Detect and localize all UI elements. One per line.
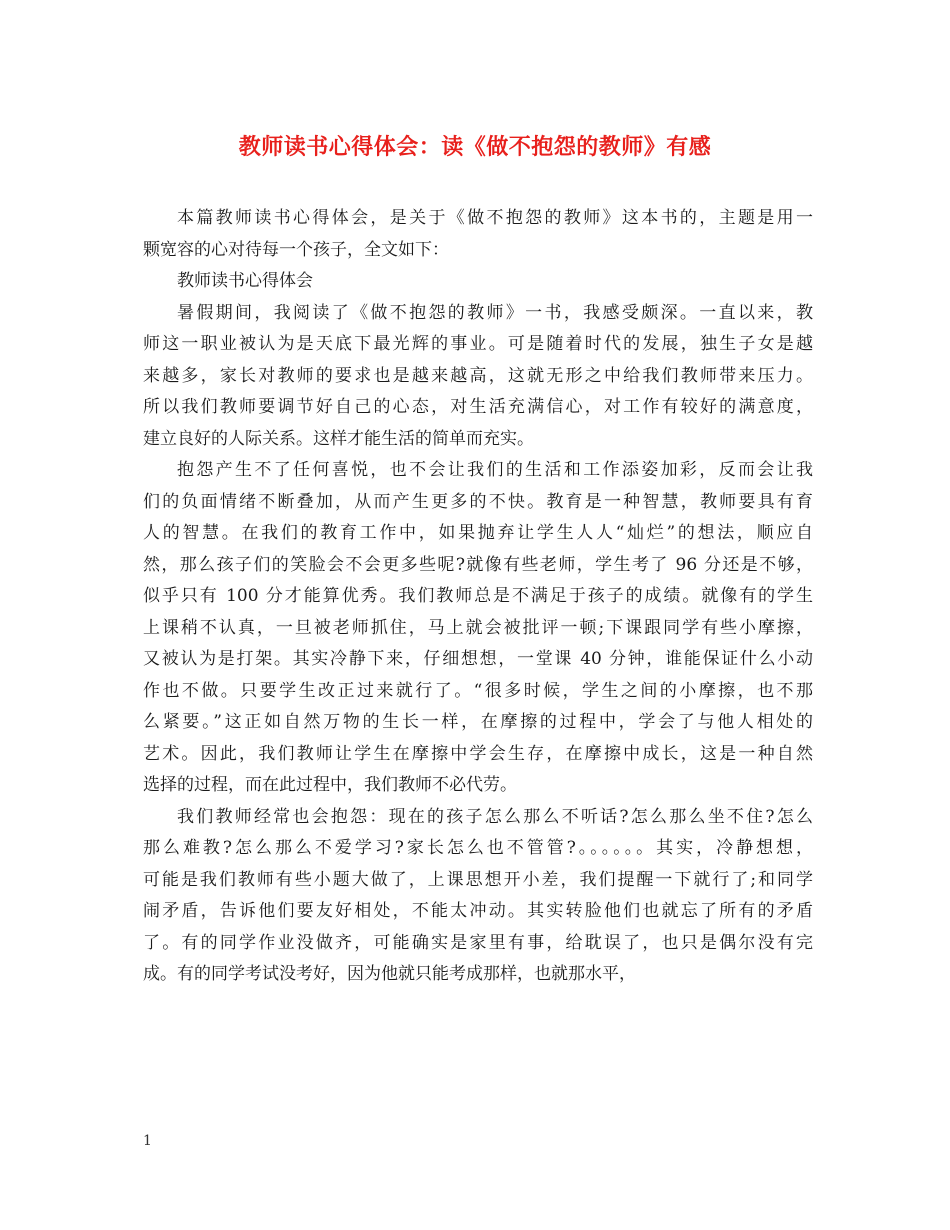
text-line: 作也不做。只要学生改正过来就行了。“很多时候，学生之间的小摩擦，也不那 xyxy=(143,680,813,701)
text-line: 闹矛盾，告诉他们要友好相处，不能太冲动。其实转脸他们也就忘了所有的矛盾 xyxy=(143,901,813,921)
text-line: 颗宽容的心对待每一个孩子，全文如下： xyxy=(143,239,449,260)
text-line: 又被认为是打架。其实冷静下来，仔细想想，一堂课 40 分钟，谁能保证什么小动 xyxy=(143,649,813,669)
text-line: 抱怨产生不了任何喜悦，也不会让我们的生活和工作添姿加彩，反而会让我 xyxy=(177,460,813,480)
page-number: 1 xyxy=(143,1133,152,1149)
text-line: 教师读书心得体会 xyxy=(177,271,313,291)
text-line: 暑假期间，我阅读了《做不抱怨的教师》一书，我感受颇深。一直以来，教 xyxy=(177,302,813,323)
text-line: 似乎只有 100 分才能算优秀。我们教师总是不满足于孩子的成绩。就像有的学生 xyxy=(143,586,813,606)
text-line: 上课稍不认真，一旦被老师抓住，马上就会被批评一顿;下课跟同学有些小摩擦， xyxy=(143,617,813,638)
text-line: 本篇教师读书心得体会，是关于《做不抱怨的教师》这本书的，主题是用一 xyxy=(177,208,813,228)
text-line: 可能是我们教师有些小题大做了，上课思想开小差，我们提醒一下就行了;和同学 xyxy=(143,869,813,890)
text-line: 选择的过程，而在此过程中，我们教师不必代劳。 xyxy=(143,775,517,795)
text-line: 了。有的同学作业没做齐，可能确实是家里有事，给耽误了，也只是偶尔没有完 xyxy=(143,932,813,953)
text-line: 成。有的同学考试没考好，因为他就只能考成那样，也就那水平， xyxy=(143,964,636,984)
text-line: 来越多，家长对教师的要求也是越来越高，这就无形之中给我们教师带来压力。 xyxy=(143,365,813,386)
text-line: 我们教师经常也会抱怨：现在的孩子怎么那么不听话?怎么那么坐不住?怎么 xyxy=(177,806,813,827)
document-body xyxy=(143,203,813,991)
text-line: 那么难教?怎么那么不爱学习?家长怎么也不管管?。。。。。。其实，冷静想想， xyxy=(143,838,813,858)
text-line: 然，那么孩子们的笑脸会不会更多些呢?就像有些老师，学生考了 96 分还是不够， xyxy=(143,554,813,575)
text-line: 师这一职业被认为是天底下最光辉的事业。可是随着时代的发展，独生子女是越 xyxy=(143,334,813,354)
text-line: 们的负面情绪不断叠加，从而产生更多的不快。教育是一种智慧，教师要具有育 xyxy=(143,491,813,512)
text-line: 么紧要。”这正如自然万物的生长一样，在摩擦的过程中，学会了与他人相处的 xyxy=(143,712,813,732)
document-title: 教师读书心得体会：读《做不抱怨的教师》有感 xyxy=(238,134,712,160)
text-line: 所以我们教师要调节好自己的心态，对生活充满信心，对工作有较好的满意度， xyxy=(143,397,813,417)
text-line: 建立良好的人际关系。这样才能生活的简单而充实。 xyxy=(143,428,534,449)
text-line: 人的智慧。在我们的教育工作中，如果抛弃让学生人人“灿烂”的想法，顺应自 xyxy=(143,523,813,543)
text-line: 艺术。因此，我们教师让学生在摩擦中学会生存，在摩擦中成长，这是一种自然 xyxy=(143,743,813,764)
